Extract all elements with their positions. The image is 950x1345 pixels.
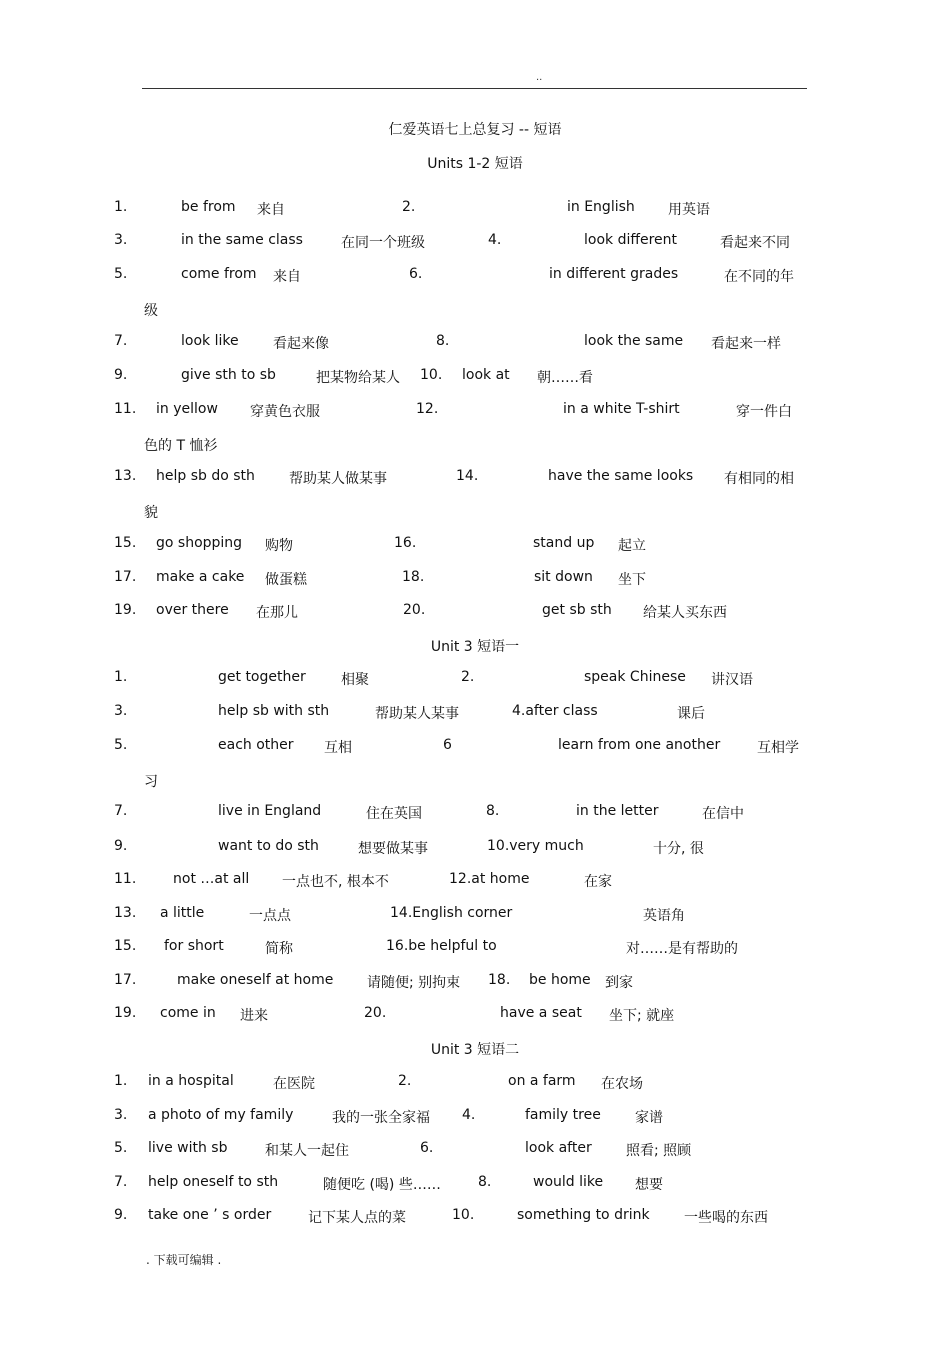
phrase-chinese: 来自 [273, 269, 301, 285]
phrase-chinese: 讲汉语 [711, 672, 753, 688]
phrase-english: would like [533, 1174, 604, 1190]
phrase-chinese: 相聚 [341, 672, 369, 688]
phrase-english: stand up [533, 535, 595, 551]
phrase-english: look different [584, 232, 678, 248]
item-number: 6. [409, 266, 423, 282]
phrase-chinese: 在那儿 [256, 605, 298, 621]
phrase-chinese: 课后 [677, 706, 705, 722]
item-number: 13. [114, 468, 137, 484]
phrase-english: be home [529, 972, 591, 988]
phrase-chinese: 一些喝的东西 [684, 1210, 768, 1226]
item-number: 8. [436, 333, 450, 349]
phrase-chinese: 在医院 [273, 1076, 315, 1092]
phrase-chinese: 一点点 [249, 908, 291, 924]
phrase-chinese: 穿一件白 [736, 404, 792, 420]
phrase-english: give sth to sb [181, 367, 276, 383]
phrase-chinese: 英语角 [643, 908, 685, 924]
item-number: 10. [420, 367, 443, 383]
phrase-english: on a farm [508, 1073, 576, 1089]
item-number: 3. [114, 1107, 128, 1123]
phrase-chinese-continued: 貌 [144, 505, 158, 521]
page-title: 仁爱英语七上总复习 -- 短语 [388, 122, 562, 138]
phrase-english: have the same looks [548, 468, 694, 484]
phrase-english: 12.at home [449, 871, 530, 887]
item-number: 17. [114, 569, 137, 585]
phrase-english: for short [164, 938, 224, 954]
phrase-chinese: 在不同的年 [724, 269, 794, 285]
item-number: 18. [488, 972, 511, 988]
item-number: 15. [114, 535, 137, 551]
item-number: 1. [114, 669, 128, 685]
phrase-chinese: 在农场 [601, 1076, 643, 1092]
phrase-english: come from [181, 266, 257, 282]
item-number: 16. [394, 535, 417, 551]
phrase-chinese: 看起来不同 [720, 235, 790, 251]
phrase-chinese: 坐下 [618, 572, 646, 588]
phrase-chinese-continued: 习 [144, 774, 158, 790]
phrase-chinese: 和某人一起住 [265, 1143, 349, 1159]
phrase-chinese: 互相学 [757, 740, 799, 756]
phrase-english: look the same [584, 333, 684, 349]
item-number: 12. [416, 401, 439, 417]
item-number: 9. [114, 367, 128, 383]
phrase-chinese: 穿黄色衣服 [250, 404, 320, 420]
phrase-english: 4.after class [512, 703, 598, 719]
phrase-english: get sb sth [542, 602, 612, 618]
phrase-english: make a cake [156, 569, 245, 585]
item-number: 2. [398, 1073, 412, 1089]
header-rule [142, 88, 807, 89]
phrase-english: look after [525, 1140, 592, 1156]
item-number: 9. [114, 838, 128, 854]
phrase-chinese: 到家 [605, 975, 633, 991]
phrase-chinese: 对……是有帮助的 [626, 941, 738, 957]
phrase-english: in yellow [156, 401, 218, 417]
phrase-chinese: 互相 [324, 740, 352, 756]
phrase-chinese: 看起来像 [273, 336, 329, 352]
phrase-english: look at [462, 367, 510, 383]
item-number: 20. [364, 1005, 387, 1021]
item-number: 4. [488, 232, 502, 248]
item-number: 11. [114, 401, 137, 417]
phrase-chinese: 十分, 很 [653, 841, 704, 857]
phrase-english: a photo of my family [148, 1107, 294, 1123]
item-number: 3. [114, 232, 128, 248]
phrase-chinese: 一点也不, 根本不 [282, 874, 389, 890]
phrase-chinese: 在同一个班级 [341, 235, 425, 251]
item-number: 11. [114, 871, 137, 887]
phrase-english: come in [160, 1005, 216, 1021]
header-mark: .. [536, 72, 543, 83]
phrase-chinese: 帮助某人某事 [375, 706, 459, 722]
phrase-chinese: 坐下; 就座 [609, 1008, 675, 1024]
phrase-english: get together [218, 669, 306, 685]
item-number: 1. [114, 1073, 128, 1089]
phrase-english: help sb do sth [156, 468, 255, 484]
phrase-english: 16.be helpful to [386, 938, 497, 954]
phrase-chinese: 起立 [618, 538, 646, 554]
item-number: 6. [420, 1140, 434, 1156]
phrase-english: help oneself to sth [148, 1174, 279, 1190]
item-number: 2. [402, 199, 416, 215]
item-number: 7. [114, 1174, 128, 1190]
phrase-english: in the letter [576, 803, 659, 819]
phrase-chinese: 想要做某事 [358, 841, 428, 857]
phrase-chinese: 购物 [265, 538, 293, 554]
item-number: 7. [114, 333, 128, 349]
item-number: 9. [114, 1207, 128, 1223]
phrase-english: in a hospital [148, 1073, 234, 1089]
section-heading: Unit 3 短语一 [430, 639, 520, 655]
phrase-chinese: 简称 [265, 941, 293, 957]
phrase-english: speak Chinese [584, 669, 686, 685]
phrase-english: in different grades [549, 266, 679, 282]
item-number: 17. [114, 972, 137, 988]
item-number: 19. [114, 602, 137, 618]
phrase-english: over there [156, 602, 229, 618]
item-number: 6 [443, 737, 452, 753]
phrase-english: make oneself at home [177, 972, 334, 988]
item-number: 13. [114, 905, 137, 921]
item-number: 8. [478, 1174, 492, 1190]
item-number: 8. [486, 803, 500, 819]
item-number: 5. [114, 266, 128, 282]
phrase-chinese: 把某物给某人 [316, 370, 400, 386]
phrase-english: something to drink [517, 1207, 650, 1223]
phrase-english: go shopping [156, 535, 243, 551]
phrase-chinese: 住在英国 [366, 806, 422, 822]
phrase-english: help sb with sth [218, 703, 330, 719]
phrase-english: in the same class [181, 232, 303, 248]
phrase-english: 14.English corner [390, 905, 513, 921]
item-number: 18. [402, 569, 425, 585]
phrase-chinese: 随便吃 (喝) 些…… [323, 1177, 441, 1193]
phrase-english: be from [181, 199, 236, 215]
phrase-chinese: 来自 [257, 202, 285, 218]
phrase-chinese: 有相同的相 [724, 471, 794, 487]
phrase-chinese-continued: 色的 T 恤衫 [144, 438, 218, 454]
item-number: 2. [461, 669, 475, 685]
phrase-english: each other [218, 737, 294, 753]
phrase-english: family tree [525, 1107, 601, 1123]
phrase-chinese: 给某人买东西 [643, 605, 727, 621]
phrase-chinese: 在信中 [702, 806, 744, 822]
phrase-chinese: 帮助某人做某事 [289, 471, 387, 487]
phrase-english: sit down [534, 569, 593, 585]
phrase-english: live with sb [148, 1140, 228, 1156]
phrase-chinese: 请随便; 别拘束 [367, 975, 461, 991]
item-number: 15. [114, 938, 137, 954]
phrase-chinese-continued: 级 [144, 303, 158, 319]
phrase-chinese: 用英语 [668, 202, 710, 218]
phrase-english: 10.very much [487, 838, 584, 854]
item-number: 5. [114, 737, 128, 753]
phrase-english: learn from one another [558, 737, 721, 753]
item-number: 1. [114, 199, 128, 215]
item-number: 14. [456, 468, 479, 484]
section-heading: Units 1-2 短语 [427, 156, 523, 172]
phrase-chinese: 做蛋糕 [265, 572, 307, 588]
item-number: 3. [114, 703, 128, 719]
phrase-chinese: 记下某人点的菜 [308, 1210, 406, 1226]
phrase-chinese: 我的一张全家福 [332, 1110, 430, 1126]
item-number: 7. [114, 803, 128, 819]
phrase-english: not …at all [173, 871, 250, 887]
phrase-chinese: 照看; 照顾 [626, 1143, 692, 1159]
phrase-chinese: 看起来一样 [711, 336, 781, 352]
item-number: 20. [403, 602, 426, 618]
phrase-english: want to do sth [218, 838, 319, 854]
phrase-english: a little [160, 905, 205, 921]
phrase-chinese: 在家 [584, 874, 612, 890]
item-number: 19. [114, 1005, 137, 1021]
footer-text: . 下载可编辑 . [146, 1253, 222, 1267]
phrase-chinese: 朝……看 [537, 370, 593, 386]
phrase-english: have a seat [500, 1005, 582, 1021]
section-heading: Unit 3 短语二 [430, 1042, 520, 1058]
item-number: 4. [462, 1107, 476, 1123]
phrase-english: in a white T-shirt [563, 401, 680, 417]
phrase-english: take one ’ s order [148, 1207, 272, 1223]
item-number: 5. [114, 1140, 128, 1156]
phrase-chinese: 想要 [635, 1177, 663, 1193]
item-number: 10. [452, 1207, 475, 1223]
phrase-chinese: 进来 [240, 1008, 268, 1024]
phrase-chinese: 家谱 [635, 1110, 663, 1126]
phrase-english: look like [181, 333, 239, 349]
phrase-english: in English [567, 199, 635, 215]
phrase-english: live in England [218, 803, 322, 819]
